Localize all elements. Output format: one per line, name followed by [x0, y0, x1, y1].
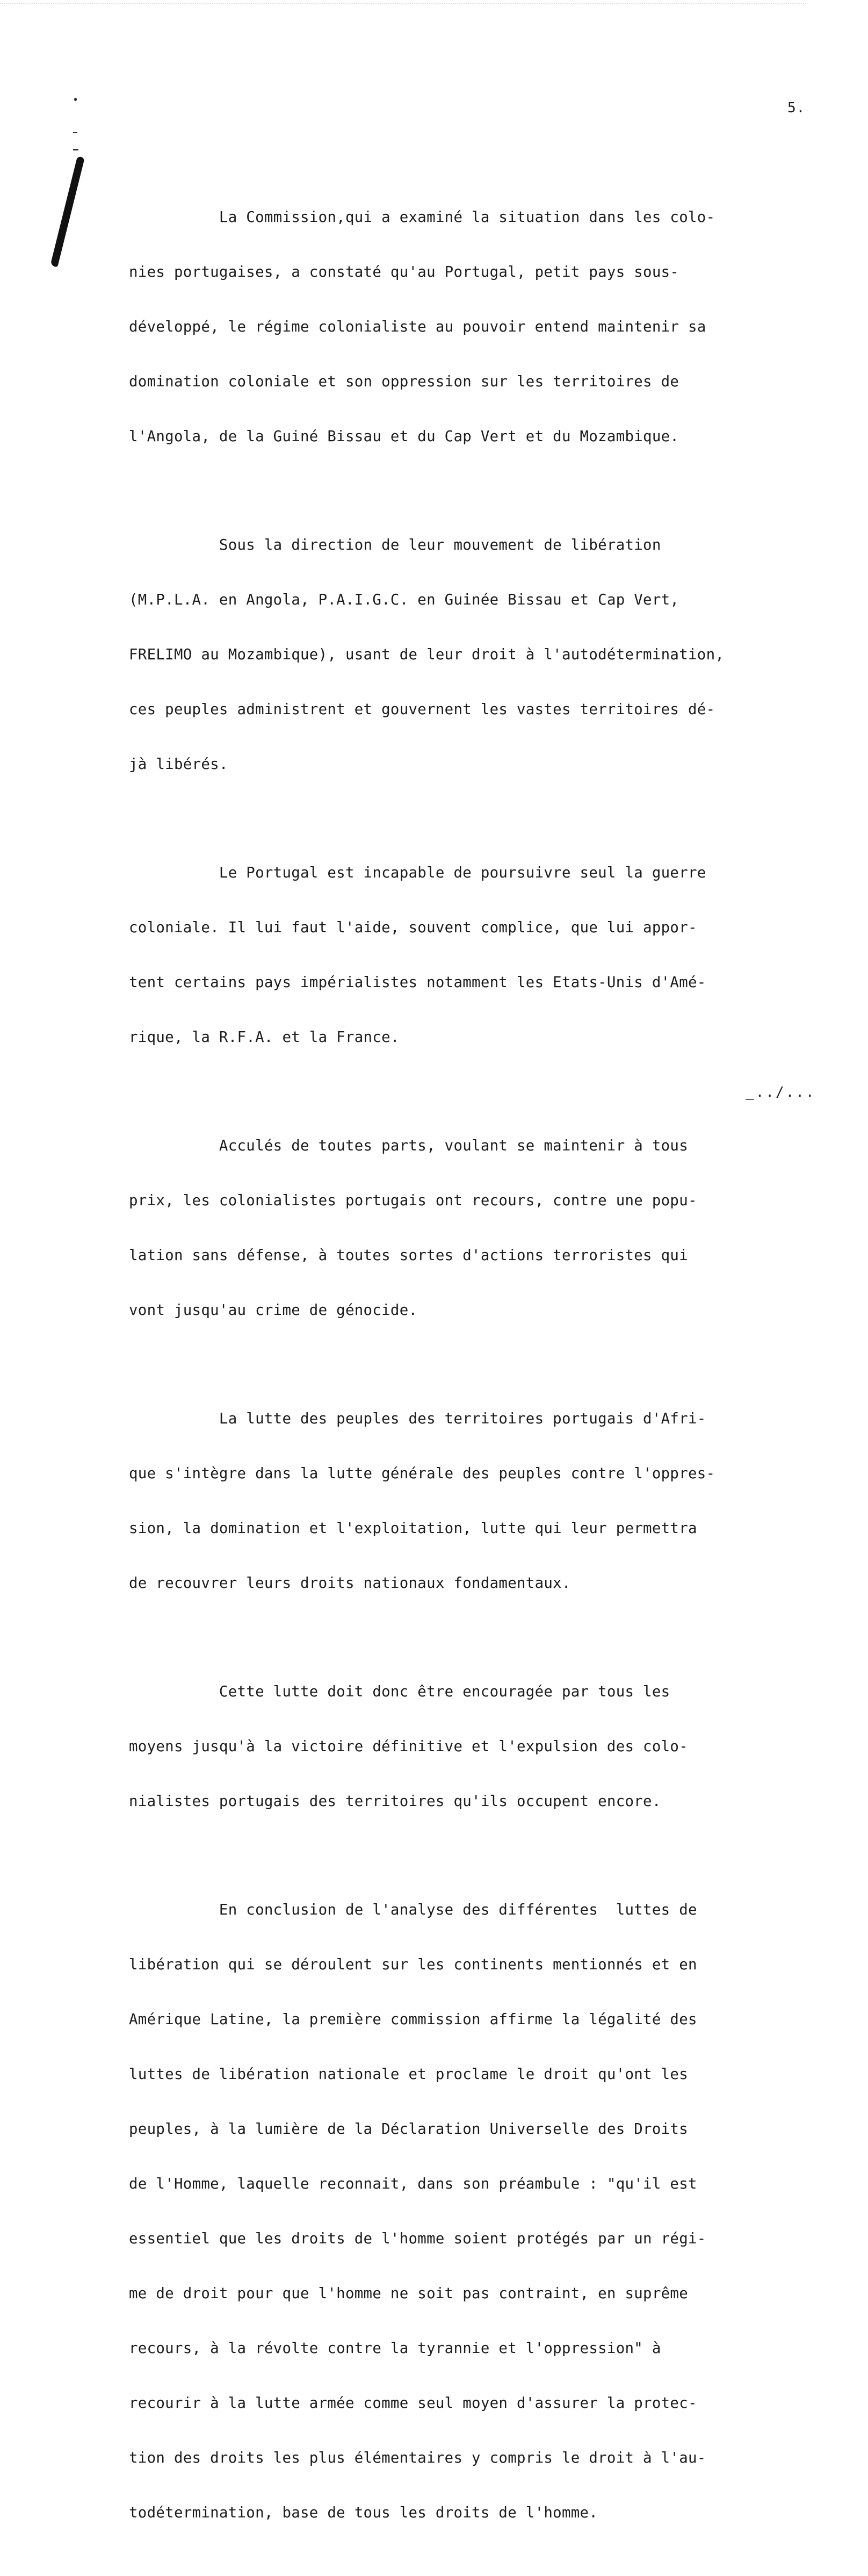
text-line: La Commission,qui a examiné la situation dans les colo- — [129, 209, 715, 226]
margin-dot — [74, 98, 77, 101]
text-line: Amérique Latine, la première commission affirme la légalité des — [129, 2011, 697, 2028]
text-line: essentiel que les droits de l'homme soient protégés par un régi- — [129, 2230, 706, 2247]
text-line: recourir à la lutte armée comme seul moyen d'assurer la protec- — [129, 2395, 697, 2412]
text-line: Sous la direction de leur mouvement de libération — [129, 537, 661, 553]
handwritten-margin-stroke — [50, 156, 84, 267]
paragraph-portuguese-colonies — [129, 172, 838, 483]
text-line: vont jusqu'au crime de génocide. — [129, 1302, 418, 1319]
paragraph-general-struggle — [129, 1373, 838, 1629]
margin-dash — [73, 132, 77, 133]
text-line: jà libérés. — [129, 756, 228, 773]
text-line: todétermination, base de tous les droits de l'homme. — [129, 2505, 598, 2521]
continuation-mark: _../... — [746, 1084, 816, 1100]
text-line: prix, les colonialistes portugais ont recours, contre une popu- — [129, 1192, 697, 1209]
text-line: lation sans défense, à toutes sortes d'actions terroristes qui — [129, 1247, 689, 1264]
text-line: développé, le régime colonialiste au pouvoir entend maintenir sa — [129, 319, 706, 335]
text-line: tent certains pays impérialistes notamment les Etats-Unis d'Amé- — [129, 974, 706, 991]
page-number: 5. — [787, 100, 806, 116]
text-line: moyens jusqu'à la victoire définitive et l'expulsion des colo- — [129, 1738, 689, 1755]
text-line: de l'Homme, laquelle reconnait, dans son préambule : "qu'il est — [129, 2176, 697, 2192]
paragraph-encouragement — [129, 1646, 838, 1847]
text-line: nialistes portugais des territoires qu'ils occupent encore. — [129, 1793, 661, 1810]
text-line: tion des droits les plus élémentaires y compris le droit à l'au- — [129, 2450, 706, 2466]
text-line: En conclusion de l'analyse des différentes luttes de — [129, 1902, 697, 1918]
paragraph-liberation-movements — [129, 500, 838, 810]
text-line: libération qui se déroulent sur les continents mentionnés et en — [129, 1956, 697, 1973]
margin-dash — [73, 149, 78, 150]
text-line: domination coloniale et son oppression sur les territoires de — [129, 373, 679, 390]
text-line: recours, à la révolte contre la tyrannie et l'oppression" à — [129, 2340, 661, 2357]
text-line: peuples, à la lumière de la Déclaration Universelle des Droits — [129, 2121, 689, 2138]
text-line: (M.P.L.A. en Angola, P.A.I.G.C. en Guinée Bissau et Cap Vert, — [129, 592, 679, 608]
text-line: de recouvrer leurs droits nationaux fondamentaux. — [129, 1575, 571, 1592]
text-line: coloniale. Il lui faut l'aide, souvent complice, que lui appor- — [129, 919, 697, 936]
text-line: Le Portugal est incapable de poursuivre seul la guerre — [129, 865, 706, 881]
text-line: nies portugaises, a constaté qu'au Portugal, petit pays sous- — [129, 264, 679, 280]
paragraph-terrorist-actions — [129, 1100, 838, 1356]
text-line: Acculés de toutes parts, voulant se maintenir à tous — [129, 1138, 689, 1154]
text-line: luttes de libération nationale et proclame le droit qu'ont les — [129, 2066, 689, 2083]
text-line: sion, la domination et l'exploitation, lutte qui leur permettra — [129, 1520, 697, 1537]
paragraph-conclusion — [129, 1865, 838, 2559]
text-line: ces peuples administrent et gouvernent les vastes territoires dé- — [129, 701, 715, 718]
text-line: l'Angola, de la Guiné Bissau et du Cap Vert et du Mozambique. — [129, 428, 679, 445]
text-line: que s'intègre dans la lutte générale des peuples contre l'oppres- — [129, 1465, 715, 1482]
text-line: FRELIMO au Mozambique), usant de leur droit à l'autodétermination, — [129, 646, 725, 663]
paragraph-colonial-war — [129, 828, 838, 1083]
scan-noise-top-edge — [0, 3, 806, 8]
text-line: La lutte des peuples des territoires portugais d'Afri- — [129, 1411, 706, 1427]
text-line: rique, la R.F.A. et la France. — [129, 1029, 400, 1046]
body-text — [129, 172, 838, 2576]
text-line: Cette lutte doit donc être encouragée par tous les — [129, 1683, 670, 1700]
text-line: me de droit pour que l'homme ne soit pas contraint, en suprême — [129, 2285, 689, 2302]
